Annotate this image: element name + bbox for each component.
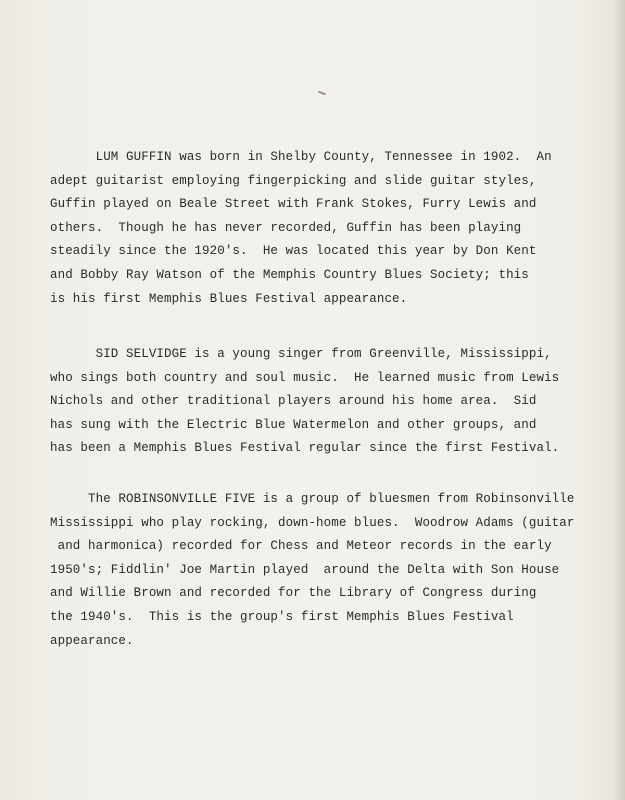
paragraph-sid-selvidge [50, 343, 570, 461]
text-line: has sung with the Electric Blue Watermelon and other groups, and [50, 417, 537, 432]
text-line: Guffin played on Beale Street with Frank Stokes, Furry Lewis and [50, 197, 537, 212]
paper-speck [318, 91, 326, 96]
text-line: LUM GUFFIN was born in Shelby County, Tennessee in 1902. An [50, 150, 552, 164]
text-line: appearance. [50, 633, 134, 648]
text-line: is his first Memphis Blues Festival appearance. [50, 291, 408, 306]
text-line: Mississippi who play rocking, down-home blues. Woodrow Adams (guitar [50, 515, 575, 530]
paragraph-lum-guffin [50, 146, 570, 311]
paragraph-robinsonville-five [50, 488, 575, 653]
page-edge-shadow [613, 0, 625, 800]
text-line: 1950's; Fiddlin' Joe Martin played around the Delta with Son House [50, 562, 560, 577]
text-line: SID SELVIDGE is a young singer from Greenville, Mississippi, [50, 347, 552, 361]
text-line: the 1940's. This is the group's first Memphis Blues Festival [50, 609, 514, 624]
text-line: who sings both country and soul music. He learned music from Lewis [50, 370, 560, 385]
text-line: Nichols and other traditional players around his home area. Sid [50, 394, 537, 409]
text-line: has been a Memphis Blues Festival regular since the first Festival. [50, 441, 560, 456]
text-line: and Willie Brown and recorded for the Library of Congress during [50, 586, 537, 601]
text-line: The ROBINSONVILLE FIVE is a group of bluesmen from Robinsonville [50, 492, 575, 506]
text-line: adept guitarist employing fingerpicking and slide guitar styles, [50, 173, 537, 188]
text-line: and harmonica) recorded for Chess and Meteor records in the early [50, 539, 552, 554]
text-line: others. Though he has never recorded, Guffin has been playing [50, 220, 522, 235]
text-line: steadily since the 1920's. He was located this year by Don Kent [50, 244, 537, 259]
text-line: and Bobby Ray Watson of the Memphis Country Blues Society; this [50, 267, 529, 282]
